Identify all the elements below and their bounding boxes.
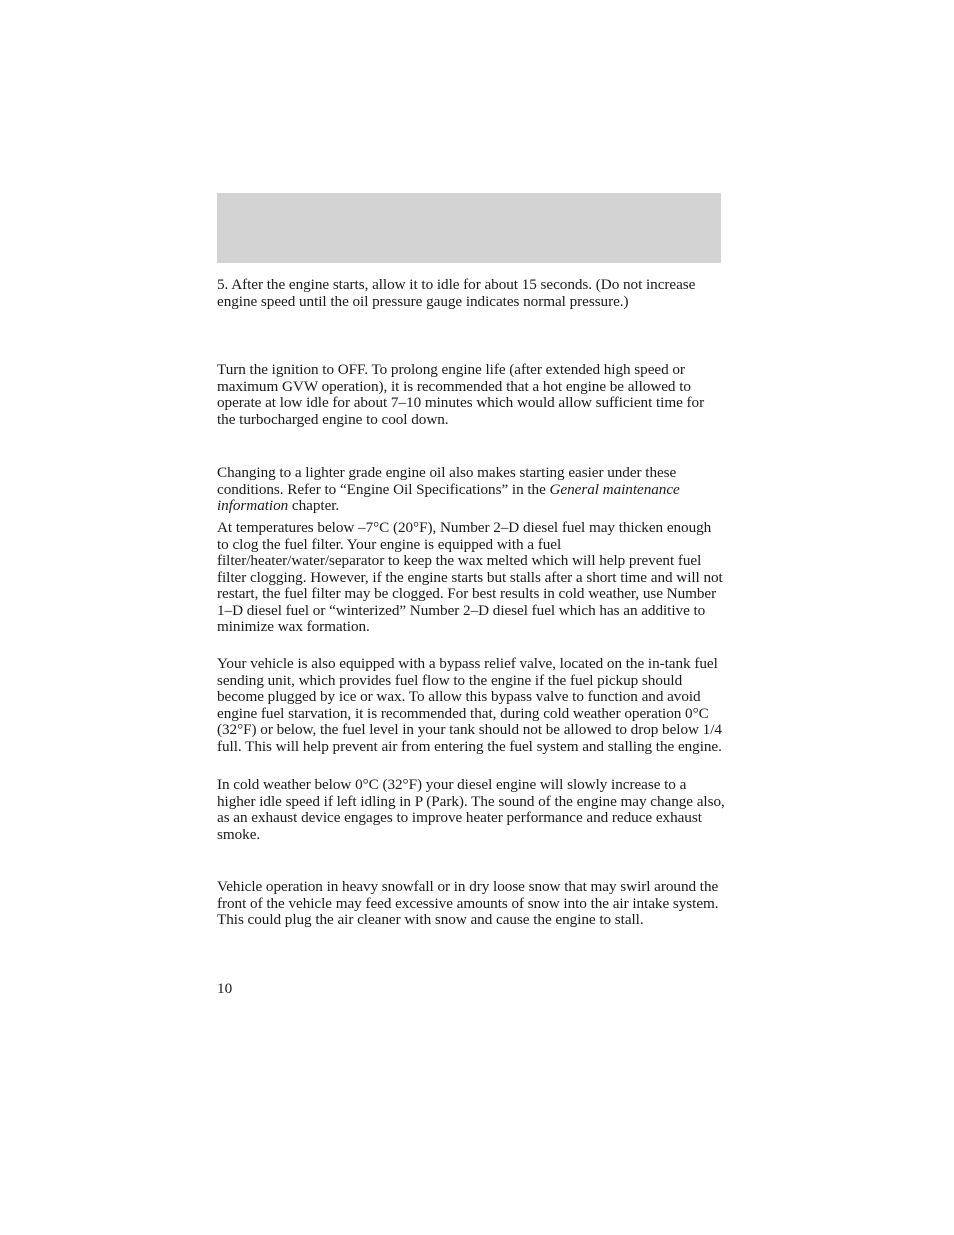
paragraph-lighter-oil xyxy=(217,465,725,515)
paragraph-fuel-thicken: At temperatures below –7°C (20°F), Number 2–D diesel fuel may thicken enough to clog the fuel filter. Your engine is equipped with a fuel filter/heater/water/separator to keep the wax melted which will help prevent fuel filter clogging. However, if the engine starts but stalls after a short time and will not restart, the fuel filter may be clogged. For best results in cold weather, use Number 1–D diesel fuel or “winterized” Number 2–D diesel fuel which has an additive to minimize wax formation. xyxy=(217,519,723,635)
header-band xyxy=(217,193,721,263)
paragraph-snow-intake: Vehicle operation in heavy snowfall or in dry loose snow that may swirl around the front of the vehicle may feed excessive amounts of snow into the air intake system. This could plug the air cleaner with snow and cause the engine to stall. xyxy=(217,878,719,928)
paragraph-lighter-oil-end: chapter. xyxy=(288,497,340,514)
paragraph-cold-idle: In cold weather below 0°C (32°F) your diesel engine will slowly increase to a higher idle speed if left idling in P (Park). The sound of the engine may change also, as an exhaust device engages to improve heater performance and reduce exhaust smoke. xyxy=(217,776,725,843)
paragraph-idle-after-start: 5. After the engine starts, allow it to idle for about 15 seconds. (Do not increase engine speed until the oil pressure gauge indicates normal pressure.) xyxy=(217,276,696,310)
chapter-reference: General maintenance information xyxy=(217,480,680,514)
paragraph-bypass-valve: Your vehicle is also equipped with a bypass relief valve, located on the in-tank fuel sending unit, which provides fuel flow to the engine if the fuel pickup should become plugged by ice or wax. To allow this bypass valve to function and avoid engine fuel starvation, it is recommended that, during cold weather operation 0°C (32°F) or below, the fuel level in your tank should not be allowed to drop below 1/4 full. This will help prevent air from entering the fuel system and stalling the engine. xyxy=(217,655,722,755)
paragraph-engine-shutdown: Turn the ignition to OFF. To prolong engine life (after extended high speed or maximum GVW operation), it is recommended that a hot engine be allowed to operate at low idle for about 7–10 minutes which would allow sufficient time for the turbocharged engine to cool down. xyxy=(217,361,705,428)
paragraph-lighter-oil-text: Changing to a lighter grade engine oil also makes starting easier under these conditions. Refer to “Engine Oil Specifications” in the xyxy=(217,464,677,498)
page-number: 10 xyxy=(217,980,233,997)
